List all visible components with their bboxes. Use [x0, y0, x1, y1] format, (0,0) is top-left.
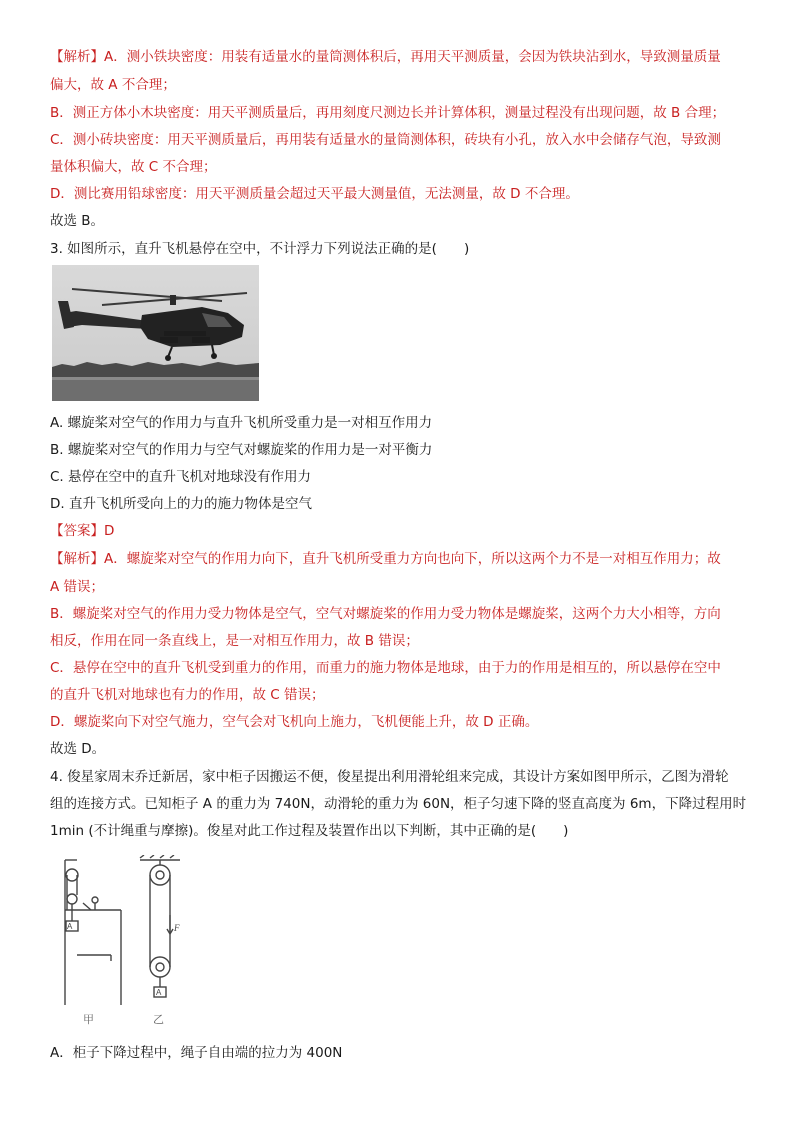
sol3-line-a2: A 错误； [50, 579, 105, 595]
q4-stem-line-2: 组的连接方式。已知柜子 A 的重力为 740N，动滑轮的重力为 60N，柜子匀速下降的竖直高度为 6m，下降过程用时 [50, 796, 747, 812]
label-a-yi: A [156, 988, 162, 997]
sol3-line-b1: B．螺旋桨对空气的作用力受力物体是空气，空气对螺旋桨的作用力受力物体是螺旋桨，这两个力大小相等，方向 [50, 606, 721, 622]
q3-option-c: C. 悬停在空中的直升飞机对地球没有作用力 [50, 469, 312, 485]
sol2-line-d: D．测比赛用铅球密度：用天平测质量会超过天平最大测量值，无法测量，故 D 不合理。 [50, 186, 579, 202]
sol2-line-c2: 量体积偏大，故 C 不合理； [50, 159, 217, 175]
sol3-line-d: D．螺旋桨向下对空气施力，空气会对飞机向上施力，飞机便能上升，故 D 正确。 [50, 714, 539, 730]
label-a-jia: A [67, 922, 73, 931]
sol3-line-a1: 【解析】A．螺旋桨对空气的作用力向下，直升飞机所受重力方向也向下，所以这两个力不是一对相互作用力；故 [50, 551, 721, 567]
q4-stem-line-3: 1min (不计绳重与摩擦)。俊星对此工作过程及装置作出以下判断，其中正确的是( ) [50, 823, 569, 839]
q3-answer: 【答案】D [50, 523, 115, 539]
analysis-tag: 【解析】 [50, 551, 104, 567]
pulley-diagram [55, 855, 205, 1030]
analysis-tag: 【解析】 [50, 49, 104, 65]
q4-stem-line-1: 4. 俊星家周末乔迁新居，家中柜子因搬运不便，俊星提出利用滑轮组来完成，其设计方案如图甲所示，乙图为滑轮 [50, 769, 729, 785]
sol2-conclusion: 故选 B。 [50, 213, 105, 229]
sol2-line-b: B．测正方体小木块密度：用天平测质量后，再用刻度尺测边长并计算体积，测量过程没有出现问题，故 B 合理； [50, 105, 726, 121]
q3-stem: 3. 如图所示，直升飞机悬停在空中，不计浮力下列说法正确的是( ) [50, 241, 470, 257]
q3-option-a: A. 螺旋桨对空气的作用力与直升飞机所受重力是一对相互作用力 [50, 415, 433, 431]
sol3-line-c2: 的直升飞机对地球也有力的作用，故 C 错误； [50, 687, 325, 703]
label-yi: 乙 [153, 1013, 164, 1026]
q4-option-a: A．柜子下降过程中，绳子自由端的拉力为 400N [50, 1045, 343, 1061]
sol3-line-c1: C．悬停在空中的直升飞机受到重力的作用，而重力的施力物体是地球，由于力的作用是相互的，所以悬停在空中 [50, 660, 721, 676]
label-jia: 甲 [83, 1013, 94, 1026]
helicopter-photo [52, 265, 259, 401]
sol3-line-b2: 相反，作用在同一条直线上，是一对相互作用力，故 B 错误； [50, 633, 419, 649]
sol2-line-a2: 偏大，故 A 不合理； [50, 77, 176, 93]
q3-option-d: D. 直升飞机所受向上的力的施力物体是空气 [50, 496, 312, 512]
sol3-conclusion: 故选 D。 [50, 741, 106, 757]
q3-option-b: B. 螺旋桨对空气的作用力与空气对螺旋桨的作用力是一对平衡力 [50, 442, 433, 458]
sol2-line-a1: 【解析】A．测小铁块密度：用装有适量水的量筒测体积后，再用天平测质量，会因为铁块沾到水，导致测量质量 [50, 49, 721, 65]
label-force-f: F [174, 923, 180, 933]
sol2-line-c1: C．测小砖块密度：用天平测质量后，再用装有适量水的量筒测体积，砖块有小孔，放入水中会储存气泡，导致测 [50, 132, 721, 148]
